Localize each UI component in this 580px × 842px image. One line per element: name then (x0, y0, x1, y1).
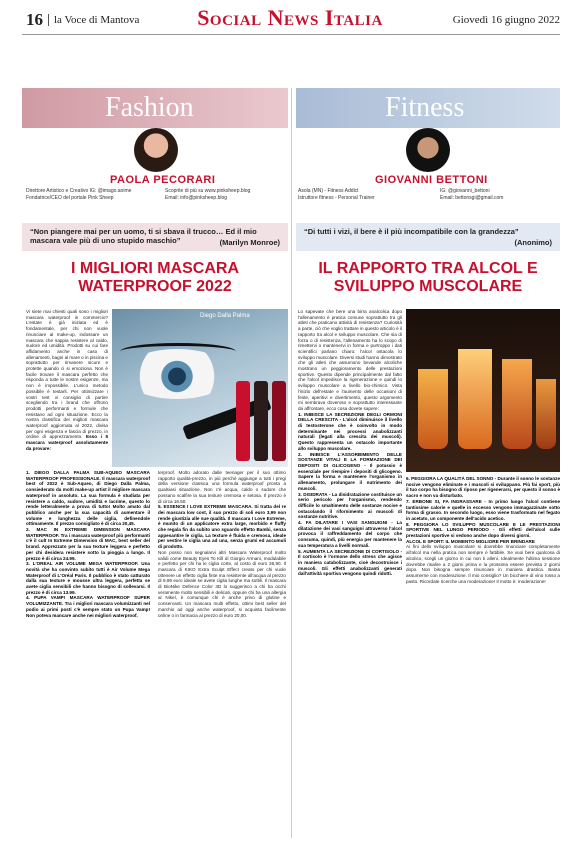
author-name-fashion: PAOLA PECORARI (110, 174, 216, 186)
article-body-fashion-top: Vi siete mai chiesti quali sono i migliori mascara waterproof in commercio? L'estate è già iniziata ed è fondamentale, per chi non vuole rinunciare al make-up, indossare un mascara che sappia resistere al caldo, sudore ed umidità. Prodotti su cui fare affidamento anche in caso di allenamenti, bagni al mare o in piscina e soprattutto per rimanere sicure e protette quando ci si emoziona. Non è facile trovare il mascara perfetto che risponda a tutte le nostre esigenze, ma non è impossibile. L'unico metodo possibile è testarli. Per ottimizzare i vostri test vi consiglio di partire scegliendo tra i brand che offrono prodotti performanti e formule che resistano ad ogni situazione. Ecco la nostra classifica dei migliori mascara waterproof aggiornata al 2022, divisa per ogni esigenza e fascia di prezzo, in ordine di apprezzamento. Esso i 5 mascara waterproof assolutamente da provare: (26, 309, 108, 451)
author-avatar-fashion (134, 128, 178, 172)
quote-author-fashion: (Marilyn Monroe) (219, 238, 280, 247)
author-meta-fitness-2: IG: @giovanni_bettoni Email: bettonsgi@gmail.com (440, 188, 504, 201)
mascara-tube-red (236, 381, 250, 461)
cocktail-glass-2 (458, 349, 492, 449)
article-title-fitness: IL RAPPORTO TRA ALCOL E SVILUPPO MUSCOLARE (318, 260, 538, 295)
issue-date: Giovedì 16 giugno 2022 (452, 14, 560, 26)
mascara-tube-burgundy (272, 381, 286, 461)
photo-caption: Diego Dalla Palma (200, 313, 250, 319)
author-avatar-fitness (406, 128, 450, 172)
cocktail-glass-4 (536, 379, 556, 449)
eye-shape (122, 349, 232, 399)
article-body-fitness-col1: Lo sapevate che bere una birra analcolica dopo l'allenamento è pratica comune soprattutto tra gli atleti che praticano attività di resistenza? Curiosità a parte, ciò che voglio trattare in questo articolo è il rapporto tra alcol e sviluppo muscolare. Che sia di forza o di resistenza, l'allenamento ha lo scopo di rimettervi o mantenervi in forma e purtroppo i dati scientifici parlano chiaro: l'alcol ostacola lo sviluppo muscolare. Diversi studi hanno dimostrato che gli atleti che assumono bevande alcoliche mostrano un peggioramento delle prestazioni sportive. Questo dipende principalmente dal fatto che l'alcol impedisce la rigenerazione e quindi lo sviluppo muscolare a livello bio-chimico. Vista l'inizio dell'estate e l'aumento delle occasioni di feste, aperitivi e divertimento, questo argomento mi sembrava doveroso e soprattutto interessante da affrontare, ecco cosa dovete sapere: 1. INIBISCE LA SECREZIONE DEGLI ORMONI DELLA CRESCITA - L'alcol diminuisce il livello di testosterone che è coinvolto in modo determinante nei processi anabolizzanti naturali (legati alla crescita dei muscoli). Questo rappresenta un ostacolo importante allo sviluppo muscolare. 2. INIBISCE L'ASSORBIMENTO DELLE SOSTANZE VITALI E LA FORMAZIONE DEI DEPOSITI DI GLICOGENO - Il potassio è essenziale per riempire i depositi di glicogeno. Sapere la forma e mantenere l'organismo in allenamento, prolungare il nutrimento dei muscoli. 3. DISIDRATA - La disidratazione costituisce un serio pericolo per l'organismo, rendendo difficile lo smaltimento delle sostanze nocive e ostacolando il rifornimento ai muscoli di sostanze nutritive. 4. FA DILATARE I VASI SANGUIGNI - La dilatazione dei vasi sanguigni attraverso l'alcol provoca il raffreddamento del corpo che consuma, quindi, più energia per mantenere la sua temperatura a livelli normali. 5. AUMENTA LA SECREZIONE DI CORTISOLO - Il cortisolo è l'ormone dello stress che agisce in maniera catabolizzante, cioè decostruisce i muscoli. Gli effetti anabolizzanti generati dall'attività sportiva vengono quindi ridotti. (298, 309, 402, 577)
cocktail-glass-1 (418, 369, 448, 449)
author-name-fitness: GIOVANNI BETTONI (375, 174, 488, 186)
article-body-fitness-col2: 6. PEGGIORA LA QUALITÀ DEL SONNO - Durante il sonno le sostanze nocive vengono eliminate e i muscoli si sviluppano. Più fai sport, più il tuo corpo ha bisogno di riposo per rigenerarsi, per questo il sonno è sacro e non va disturbato. 7. ERBONE SI, FA INGRASSARE - In primo luogo l'alcol contiene tantissime calorie e quelle in eccesso vengono immagazzinate sotto forma di grasso. In secondo luogo, esso viene trasformato nel fegato in acetato, un componente dell'acido acetico. 8. PEGGIORA LO SVILUPPO MUSCOLARE E LE PRESTAZIONI SPORTIVE NEL LUNGO PERIODO - Gli effetti dell'alcol sulle prestazioni sportive si vedono anche dopo diversi giorni. ALCOL E SPORT: IL MOMENTO MIGLIORE PER BRINDARE Ai fini dello sviluppo muscolare si dovrebbe rinunciare completamente all'alcol ma nella pratica non sempre è fattibile. Se vuoi bere qualcosa di alcolico, scegli un giorno in cui non ti alleni. Idealmente l'ultima sessione dovrebbe risalire a 2 giorni prima e la prossima essere prevista 2 giorni dopo. Non bisogna sempre rinunciare in maniera drastica. Basta assumerne con moderazione. Il mio consiglio? Un bicchiere di vino rosso a pasto. Ricordate ricerche una moderazione! Il motto è: moderazione! (406, 476, 560, 584)
author-meta-fashion-2: Scoprite di più su www.pinksheep.blog Email: info@pinksheep.blog (165, 188, 251, 201)
article-body-fashion-col2: terproof. Molto adorato dalle teenager per il suo ottimo rapporto qualità-prezzo, in più perché aggiunge a tutti i pregi della versione classica una formula waterproof pronta a qualsiasi situazione. Non c'è acqua, caldo o sudore che possano scalfire la sua texture cremosa e setosa. Il prezzo è di circa 16.50. 5. ESSENCE I LOVE EXTREME MASCARA. Si tratta del re dei mascara low cost, il suo prezzo di soli euro 3,99 non rende giustizia alle sue qualità. Il mascara I Love Extreme, è munito di un applicatore extra large, morbido e fluffy che regala fin da subito uno sguardo effetto Bambi, senza appesantire le ciglia. La texture è fluida e cremosa, ideale per vestire le ciglia una ad una, senza grumi ed accumuli di prodotto. Non posso non segnalarvi altri Mascara Waterproof molto validi come Beauty Eyes To Kill di Giorgio Armani, modulabile e perfetto per chi ha le ciglia corte, al costo di euro 36,90. Il mascara di KIKO Extra Sculpt Effect creato per chi vuole ottenere un effetto ciglia finte ma resistente all'acqua al prezzo di 9,99 euro ideale se avete ciglia lunghe ma sottili. Il mascara di BioNike Defence Color 3D lo suggerisco a chi ha occhi veramente molto sensibili e delicati, oppure chi ha una allergia al Nikel, è comunque chi è anche privo di glutine e conservanti. Un mascara multi effetto, ottimi best seller del marchio ad oggi anche waterproof, si acquista facilmente online o in farmacia al prezzo di euro 20,00. (158, 470, 286, 618)
column-separator (291, 88, 292, 838)
author-meta-fitness-1: Asola (MN) - Fitness Addict Istruttore fitness - Personal Trainer (298, 188, 375, 201)
page-header (0, 0, 580, 36)
page-number: 16 (26, 10, 43, 29)
header-rule (22, 34, 560, 35)
quote-author-fitness: (Anonimo) (514, 238, 552, 247)
section-title-fitness: Fitness (385, 92, 465, 123)
cocktail-glass-3 (502, 359, 532, 449)
section-title-fashion: Fashion (105, 92, 194, 123)
mascara-tube-dark (254, 381, 268, 461)
mascara-photo (112, 309, 288, 467)
author-meta-fashion-1: Direttore Artistico e Creativo IG: @imago.anime Fondatrice/CEO del portale Pink Sheep (26, 188, 132, 201)
quote-fashion: “Non piangere mai per un uomo, ti si sbava il trucco… Ed il mio mascara vale più di uno stupido maschio” (Marilyn Monroe) (22, 223, 288, 251)
brand-logo: Social News Italia (197, 5, 383, 30)
quote-fitness: “Di tutti i vizi, il bere è il più incompatibile con la grandezza” (Anonimo) (296, 223, 560, 251)
article-body-fashion-col1: 1. DIEGO DALLA PALMA SUB-AQUEO MASCARA WATERPROOF PROFESSIONALE. Il mascara waterproof best of 2022 è Sub-Aqueo, di Diego Dalla Palma, consiederato da molti make-up artist il migliore mascara waterproof in assoluto. La sua formula è studiata per resistere a caldo, sudore, umidità e lacrime, questo lo rende letteralmente a prova di tutto! Molto amato dal pubblico anche per la sua capacità di aumentare il volume e lunghezza delle ciglia, definendole ottimamente. Il prezzo consigliato è di circa 20,45. 2. MAC IN EXTREME DIMENSION MASCARA WATERPROOF. Tra i mascara waterproof più performanti c'è il cult In Extreme Dimension di MAC, best seller del brand. Apprezzato per la sua texture leggera e perfetto per chi desidera resistere sotto la pioggia a lungo. Il prezzo è di circa 24.99. 3. L'OREAL AIR VOLUME MEGA WATERPROOF. Una novità che ha convinto subito tutti è Air Volume Mega Waterproof di L'Oréal Paris. Il pubblico è stato catturato dalla sua texture e mousse ultra leggera, perfetta se avete ciglia sensibili che hanno bisogno di sollevarsi. Il prezzo è di circa 13.99. 4. PUPA VAMP! MASCARA WATERPROOF SUPER VOLUMIZZANTE. Tra i migliori mascara volumizzanti nel podio ai primi posti c'è sempre stato un Pupa Vamp! Non poteva mancare anche nei migliori waterproof. (26, 470, 150, 618)
publication-name: la Voce di Mantova (48, 14, 139, 26)
article-title-fashion: I MIGLIORI MASCARA WATERPROOF 2022 (71, 260, 239, 295)
cocktail-photo (406, 309, 560, 472)
